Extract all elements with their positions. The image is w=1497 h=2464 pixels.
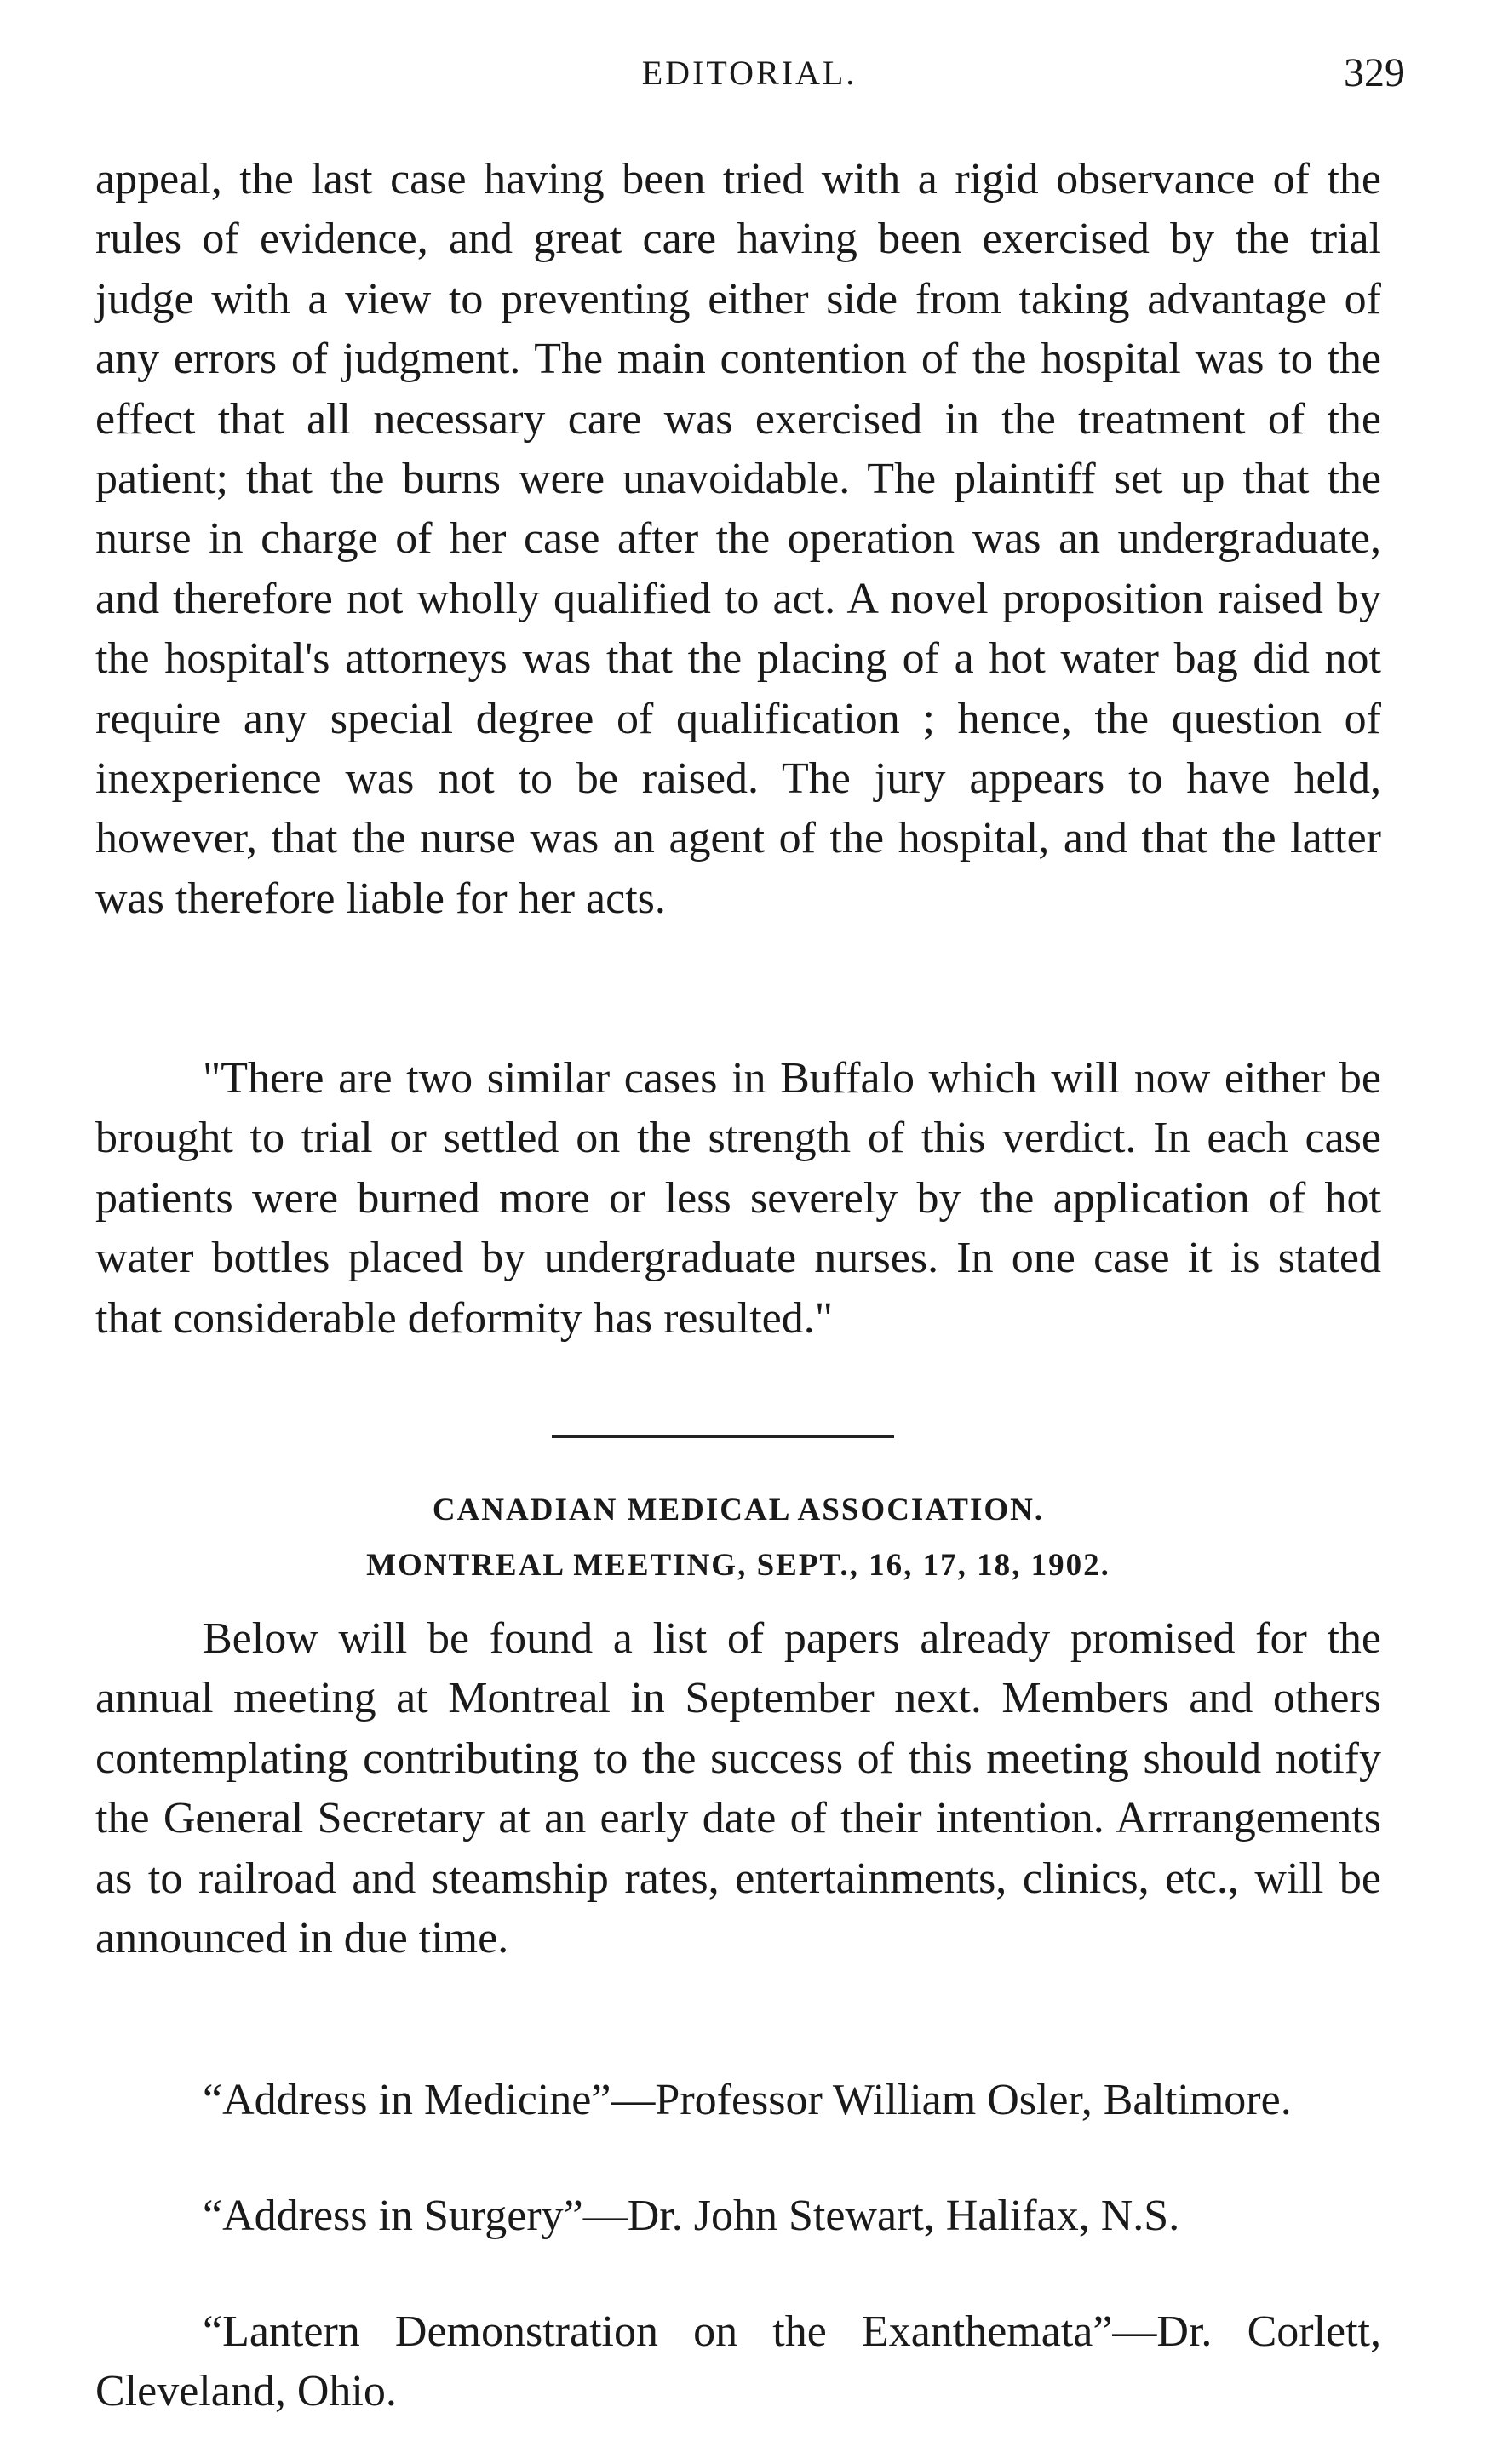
paragraph-text: "There are two similar cases in Buffalo which will now either be brought to trial or settled on the strength of this verdict. In each case patients were burned more or less severely by the application of hot water bottles placed by undergraduate nurses. In one case it is stated that considerable deformity has resulted.": [95, 1054, 1381, 1343]
section-subheading: MONTREAL MEETING, SEPT., 16, 17, 18, 1902.: [366, 1548, 1110, 1583]
paper-entry-text: “Address in Medicine”—Professor William Osler, Baltimore.: [203, 2076, 1292, 2124]
section-heading: CANADIAN MEDICAL ASSOCIATION.: [432, 1493, 1045, 1527]
paper-entry-text: “Address in Surgery”—Dr. John Stewart, Halifax, N.S.: [203, 2192, 1180, 2240]
paragraph-text: Below will be found a list of papers already promised for the annual meeting at Montreal in September next. Members and others contemplating contributing to the success of this meeting should notify the General Secretary at an early date of their intention. Arrrangements as to railroad and steamship rates, entertainments, clinics, etc., will be announced in due time.: [95, 1614, 1381, 1963]
paper-entry: [95, 2186, 1381, 2246]
page-number: 329: [1344, 50, 1405, 95]
section-divider: [552, 1435, 894, 1438]
paper-entry-text: “Lantern Demonstration on the Exanthemata”—Dr. Corlett, Cleveland, Ohio.: [95, 2307, 1381, 2416]
section-intro-paragraph: [95, 1609, 1381, 1968]
paper-entry: [95, 2071, 1381, 2130]
quoted-paragraph: [95, 1049, 1381, 1349]
continued-paragraph: [95, 150, 1381, 929]
paragraph-text: appeal, the last case having been tried with a rigid observance of the rules of evidence, and great care having been exercised by the trial judge with a view to preventing either side from taking advantage of any errors of judgment. The main contention of the hospital was to the effect that all necessary care was exercised in the treatment of the patient; that the burns were unavoidable. The plaintiff set up that the nurse in charge of her case after the operation was an undergraduate, and therefore not wholly qualified to act. A novel proposition raised by the hospital's attorneys was that the placing of a hot water bag did not require any special degree of qualification ; hence, the question of inexperience was not to be raised. The jury appears to have held, however, that the nurse was an agent of the hospital, and that the latter was therefore liable for her acts.: [95, 155, 1381, 923]
running-head: [94, 50, 1405, 112]
paper-entry: [95, 2302, 1381, 2422]
running-head-title: EDITORIAL.: [641, 54, 857, 92]
